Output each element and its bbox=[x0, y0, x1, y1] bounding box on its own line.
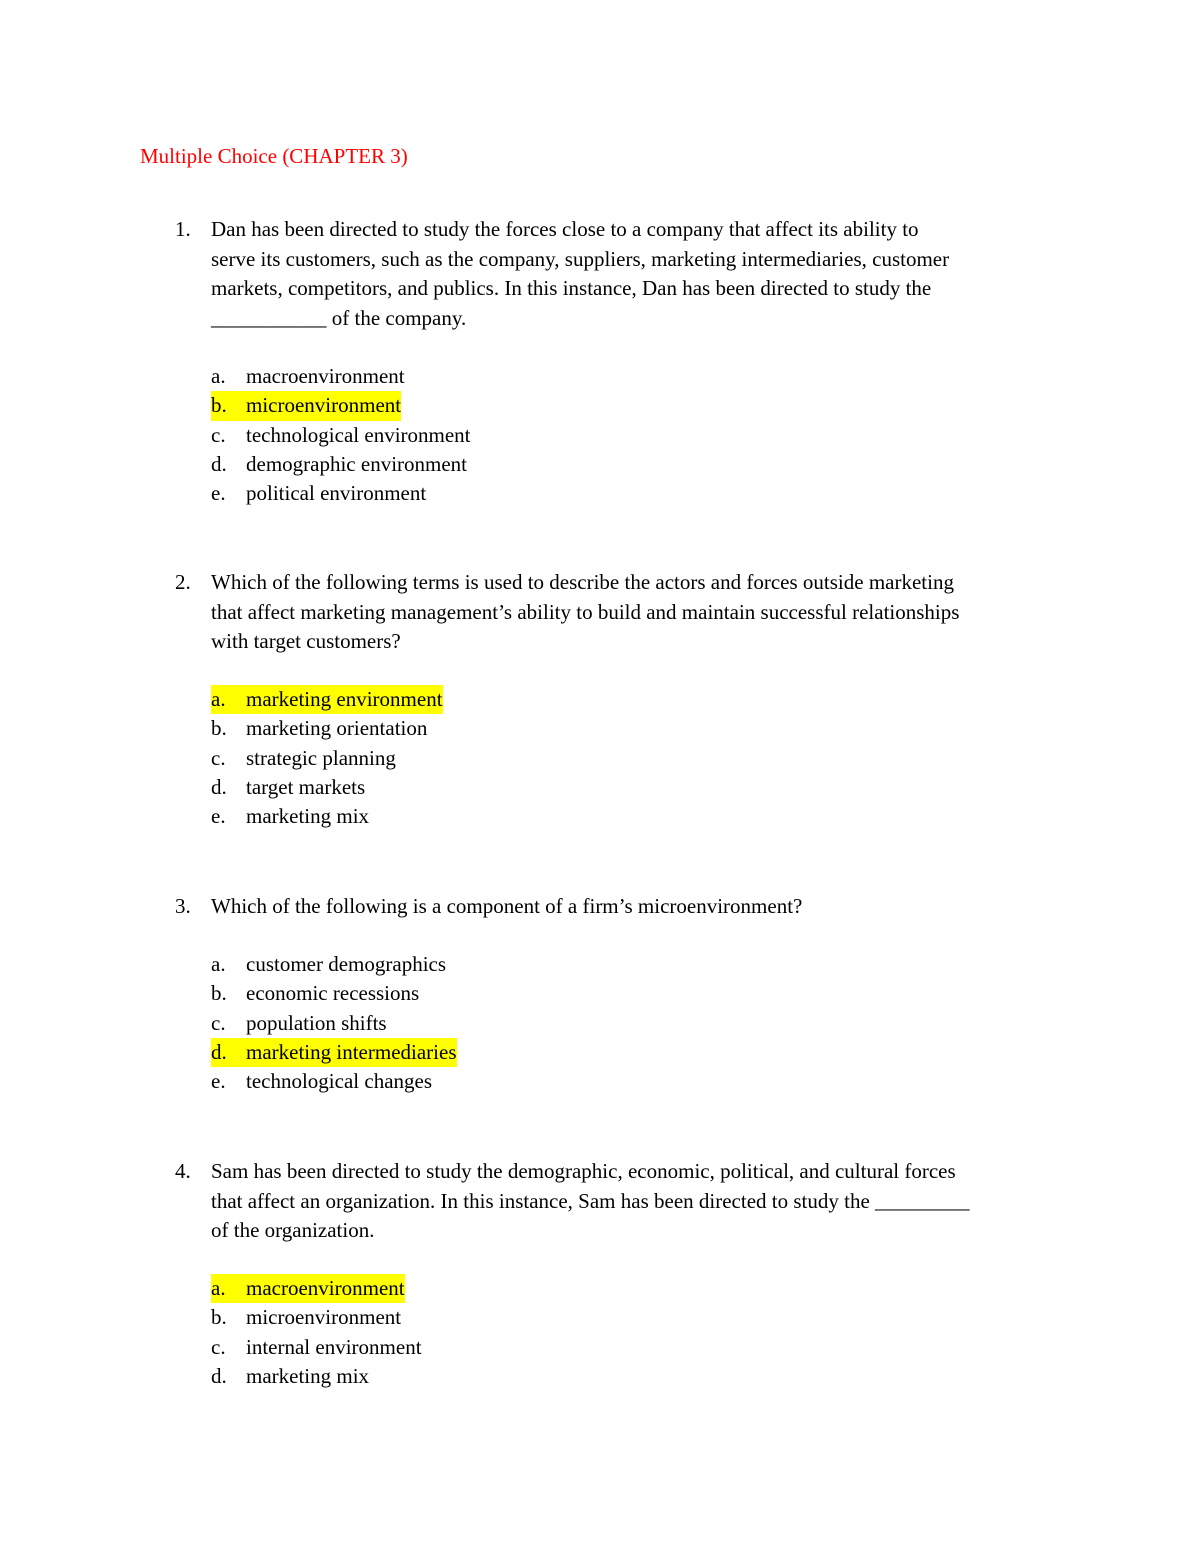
option-letter: e. bbox=[211, 804, 226, 829]
option-text: technological environment bbox=[246, 422, 471, 447]
option-e[interactable] bbox=[211, 1067, 457, 1096]
option-d[interactable] bbox=[211, 773, 443, 802]
option-c[interactable] bbox=[211, 1009, 457, 1038]
option-text: macroenvironment bbox=[246, 1276, 405, 1300]
option-list bbox=[211, 362, 471, 508]
option-list bbox=[211, 950, 457, 1096]
option-text: microenvironment bbox=[246, 1305, 402, 1330]
option-letter: e. bbox=[211, 1069, 226, 1094]
option-letter: a. bbox=[211, 687, 226, 711]
option-a[interactable] bbox=[211, 685, 443, 714]
page-title: Multiple Choice (CHAPTER 3) bbox=[140, 144, 408, 168]
option-letter: d. bbox=[211, 774, 227, 799]
option-e[interactable] bbox=[211, 479, 471, 508]
question-number: 3. bbox=[175, 894, 191, 918]
option-letter: e. bbox=[211, 481, 226, 506]
option-text: political environment bbox=[246, 481, 427, 506]
option-list bbox=[211, 685, 443, 831]
option-letter: b. bbox=[211, 1305, 227, 1330]
question-text: Sam has been directed to study the demographic, economic, political, and cultural forces that affect an organization. In this instance, Sam has been directed to study the _________ of the organization. bbox=[211, 1159, 970, 1242]
question-number: 1. bbox=[175, 217, 191, 241]
option-text: marketing intermediaries bbox=[246, 1039, 457, 1064]
option-d[interactable] bbox=[211, 1038, 457, 1067]
question-text: Which of the following is a component of a firm’s microenvironment? bbox=[211, 894, 803, 918]
option-b[interactable] bbox=[211, 979, 457, 1008]
option-text: customer demographics bbox=[246, 952, 447, 976]
option-b[interactable] bbox=[211, 1303, 422, 1332]
option-c[interactable] bbox=[211, 421, 471, 450]
option-text: economic recessions bbox=[246, 981, 420, 1006]
option-letter: a. bbox=[211, 952, 226, 976]
option-text: target markets bbox=[246, 774, 366, 799]
option-text: strategic planning bbox=[246, 745, 396, 770]
option-letter: c. bbox=[211, 1010, 226, 1035]
option-e[interactable] bbox=[211, 802, 443, 831]
option-letter: a. bbox=[211, 1276, 226, 1300]
option-letter: d. bbox=[211, 451, 227, 476]
option-letter: c. bbox=[211, 1334, 226, 1359]
option-c[interactable] bbox=[211, 744, 443, 773]
option-letter: a. bbox=[211, 364, 226, 388]
option-letter: c. bbox=[211, 422, 226, 447]
option-text: marketing orientation bbox=[246, 716, 428, 741]
option-letter: b. bbox=[211, 981, 227, 1006]
option-text: internal environment bbox=[246, 1334, 422, 1359]
option-letter: c. bbox=[211, 745, 226, 770]
option-text: microenvironment bbox=[246, 393, 402, 418]
option-a[interactable] bbox=[211, 362, 471, 391]
option-c[interactable] bbox=[211, 1333, 422, 1362]
option-text: population shifts bbox=[246, 1010, 387, 1035]
option-letter: d. bbox=[211, 1039, 227, 1064]
option-b[interactable] bbox=[211, 391, 471, 420]
option-d[interactable] bbox=[211, 450, 471, 479]
option-text: demographic environment bbox=[246, 451, 468, 476]
option-letter: b. bbox=[211, 393, 227, 418]
option-letter: d. bbox=[211, 1363, 227, 1388]
option-b[interactable] bbox=[211, 714, 443, 743]
option-d[interactable] bbox=[211, 1362, 422, 1391]
option-text: marketing environment bbox=[246, 687, 443, 711]
option-text: marketing mix bbox=[246, 1363, 370, 1388]
option-a[interactable] bbox=[211, 950, 457, 979]
question-number: 2. bbox=[175, 570, 191, 594]
option-letter: b. bbox=[211, 716, 227, 741]
option-list bbox=[211, 1274, 422, 1391]
question-text: Which of the following terms is used to describe the actors and forces outside marketing that affect marketing management’s ability to build and maintain successful relationships with target customers? bbox=[211, 570, 960, 653]
option-text: technological changes bbox=[246, 1069, 433, 1094]
question-text: Dan has been directed to study the forces close to a company that affect its ability to serve its customers, such as the company, suppliers, marketing intermediaries, customer markets, competitors, and publics. In this instance, Dan has been directed to study the ___________ of the company. bbox=[211, 217, 950, 330]
option-a[interactable] bbox=[211, 1274, 422, 1303]
option-text: macroenvironment bbox=[246, 364, 405, 388]
option-text: marketing mix bbox=[246, 804, 370, 829]
question-number: 4. bbox=[175, 1159, 191, 1183]
